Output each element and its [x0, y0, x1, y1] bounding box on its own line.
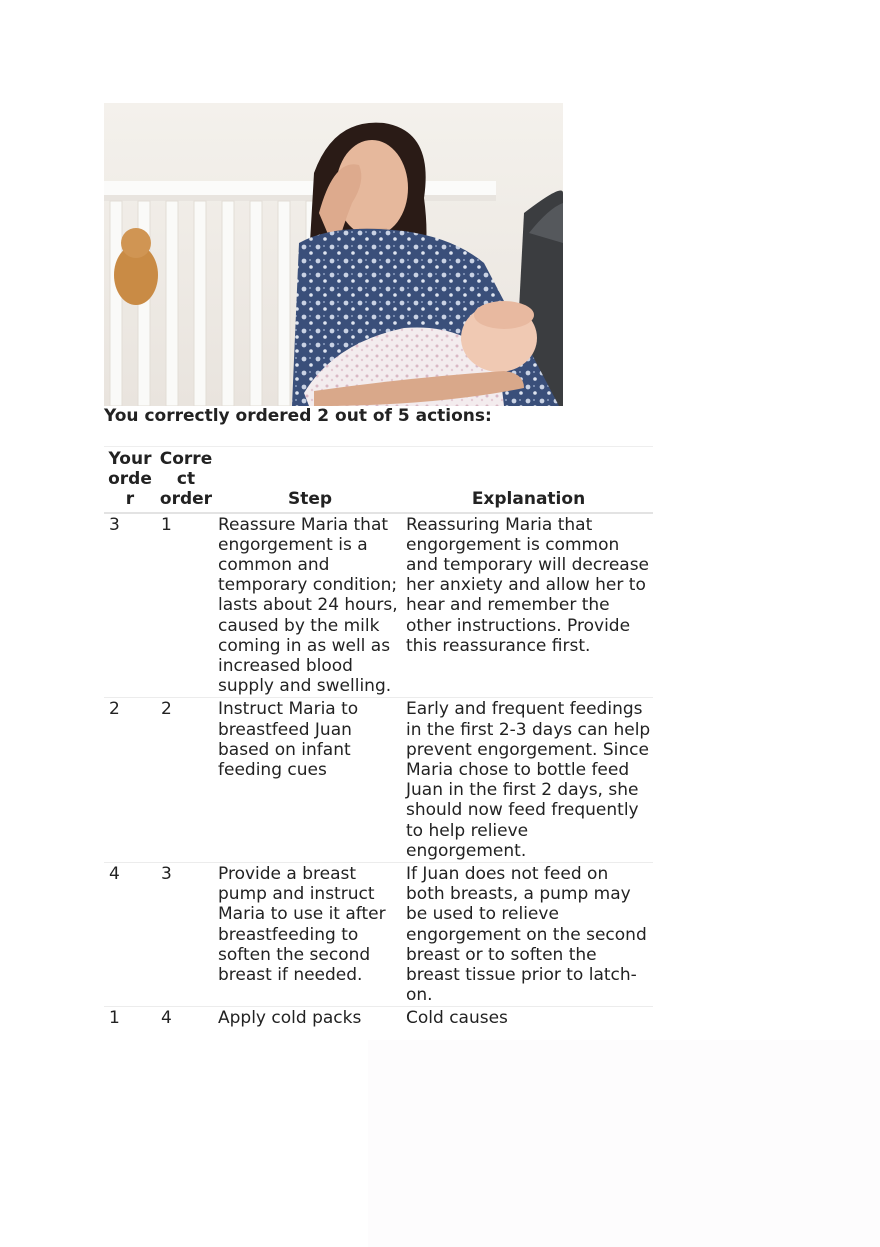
table-header-row: [104, 447, 653, 513]
step-cell: Instruct Maria to breastfeed Juan based on infant feeding cues: [216, 698, 404, 863]
step-cell: Reassure Maria that engorgement is a common and temporary condition; lasts about 24 hours, caused by the milk coming in as well as increased blood supply and swelling.: [216, 513, 404, 698]
explanation-cell: Reassuring Maria that engorgement is common and temporary will decrease her anxiety and allow her to hear and remember the other instructions. Provide this reassurance first.: [404, 513, 653, 698]
step-cell: Provide a breast pump and instruct Maria to use it after breastfeeding to soften the second breast if needed.: [216, 863, 404, 1007]
explanation-cell: Cold causes: [406, 1008, 508, 1029]
table-row: [104, 863, 653, 1007]
correct-order-cell: 3: [156, 863, 216, 1007]
your-order-cell: 2: [104, 698, 156, 863]
header-step: Step: [216, 447, 404, 513]
background-panel: [368, 1040, 880, 1247]
correct-order-cell: 2: [156, 698, 216, 863]
table-row: [104, 1007, 653, 1030]
your-order-cell: 3: [104, 513, 156, 698]
header-your-order: Your orde r: [104, 447, 156, 513]
header-correct-order: Corre ct order: [156, 447, 216, 513]
correct-order-cell: 1: [156, 513, 216, 698]
step-cell: Apply cold packs: [218, 1008, 362, 1029]
results-summary: You correctly ordered 2 out of 5 actions:: [104, 406, 492, 426]
your-order-cell: 4: [104, 863, 156, 1007]
results-table: [104, 446, 653, 1030]
explanation-cell: Early and frequent feedings in the first 2-3 days can help prevent engorgement. Since Maria chose to bottle feed Juan in the first 2 days, she should now feed frequently to help relieve engorgement.: [404, 698, 653, 863]
table-row: [104, 513, 653, 698]
mother-with-baby-photo: [104, 103, 563, 406]
explanation-cell: If Juan does not feed on both breasts, a pump may be used to relieve engorgement on the second breast or to soften the breast tissue prior to latch-on.: [404, 863, 653, 1007]
your-order-cell: 1: [109, 1008, 120, 1029]
header-explanation: Explanation: [404, 447, 653, 513]
correct-order-cell: 4: [161, 1008, 172, 1029]
table-row: [104, 698, 653, 863]
